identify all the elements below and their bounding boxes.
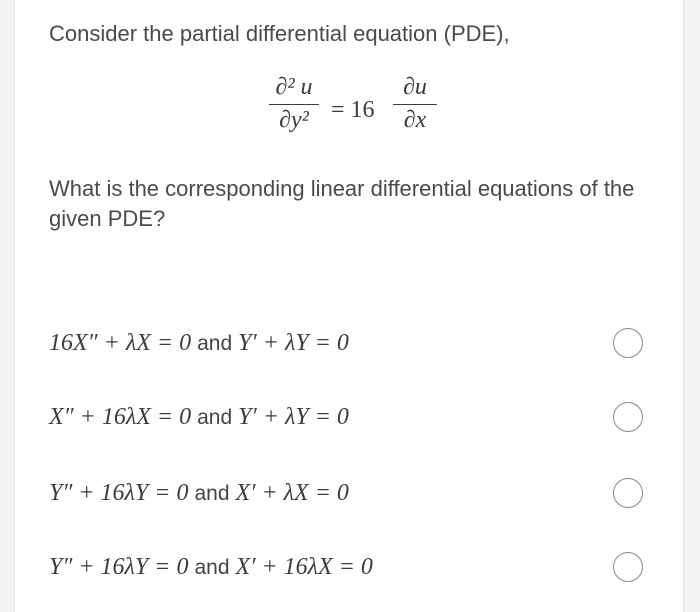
lhs-fraction-bar [269,104,319,105]
option-lhs: X″ + 16λX = 0 [49,404,192,430]
answer-option-2[interactable] [15,396,685,440]
radio-button[interactable] [613,552,643,582]
lhs-numerator: ∂² u [275,74,313,100]
option-connector: and [194,556,230,579]
option-connector: and [194,482,230,505]
radio-button[interactable] [613,478,643,508]
answer-option-label [49,554,373,581]
rhs-fraction [393,74,437,134]
question-card [14,0,684,612]
radio-button[interactable] [613,402,643,432]
equals-sixteen: = 16 [331,97,375,123]
question-prompt: What is the corresponding linear differential equations of the given PDE? [49,176,635,231]
answer-option-label [49,330,349,357]
option-connector: and [197,332,233,355]
rhs-denominator: ∂x [403,107,427,133]
option-connector: and [197,406,233,429]
option-lhs: Y″ + 16λY = 0 [49,554,189,580]
rhs-fraction-bar [393,104,437,105]
question-intro: Consider the partial differential equation (PDE), [49,21,510,46]
answer-option-4[interactable] [15,546,685,590]
answer-option-label [49,404,349,431]
pde-equation [269,74,469,154]
option-rhs: Y′ + λY = 0 [238,330,349,356]
lhs-fraction [269,74,319,134]
answer-option-label [49,480,349,507]
option-lhs: 16X″ + λX = 0 [49,330,192,356]
option-lhs: Y″ + 16λY = 0 [49,480,189,506]
lhs-denominator: ∂y² [279,107,309,133]
answer-option-1[interactable] [15,322,685,366]
option-rhs: X′ + λX = 0 [235,480,349,506]
option-rhs: X′ + 16λX = 0 [235,554,373,580]
radio-button[interactable] [613,328,643,358]
rhs-numerator: ∂u [403,74,427,100]
answer-option-3[interactable] [15,472,685,516]
option-rhs: Y′ + λY = 0 [238,404,349,430]
